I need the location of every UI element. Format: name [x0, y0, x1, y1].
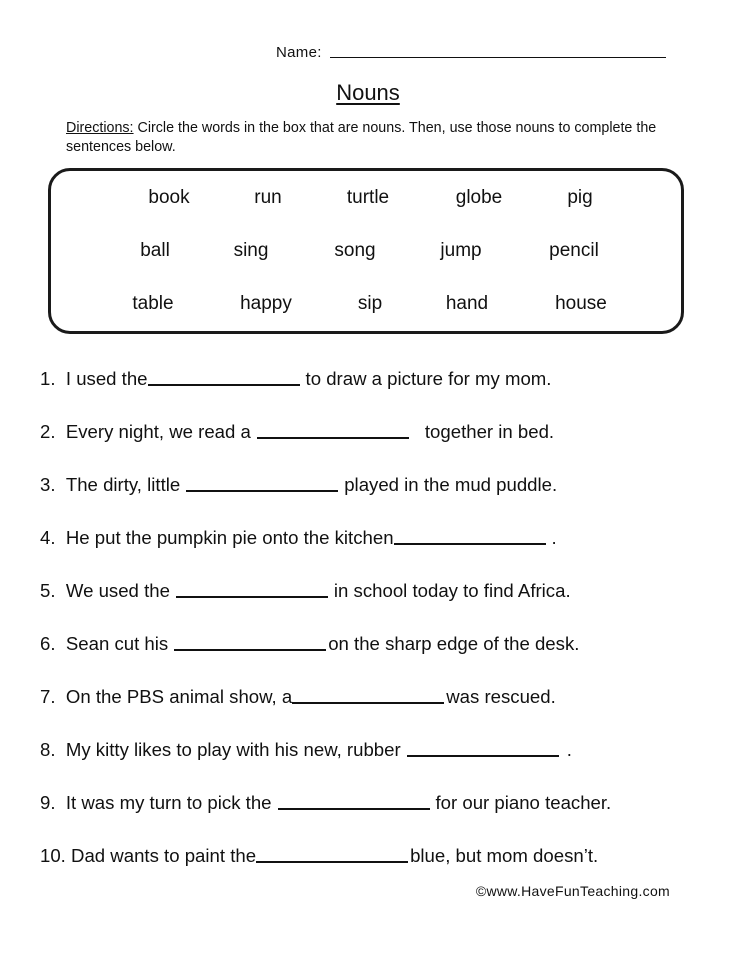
word-box [48, 168, 684, 334]
word-item[interactable]: pig [567, 187, 593, 208]
sentence-number: 4. [40, 527, 56, 548]
sentence-number: 6. [40, 633, 56, 654]
sentence-number: 10. [40, 845, 66, 866]
sentence-2 [40, 421, 554, 443]
sentence-5 [40, 580, 571, 602]
answer-blank[interactable] [292, 702, 444, 704]
word-item[interactable]: happy [240, 293, 292, 314]
sentence-before: Every night, we read a [65, 421, 251, 442]
sentence-number: 5. [40, 580, 56, 601]
sentence-before: The dirty, little [65, 474, 181, 495]
word-item[interactable]: book [148, 187, 190, 208]
answer-blank[interactable] [176, 596, 328, 598]
sentence-1 [40, 368, 551, 390]
word-item[interactable]: ball [140, 240, 170, 261]
sentence-after: on the sharp edge of the desk. [328, 633, 580, 654]
sentence-before: On the PBS animal show, a [65, 686, 293, 707]
word-item[interactable]: run [254, 187, 282, 208]
sentence-after: in school today to find Africa. [333, 580, 571, 601]
answer-blank[interactable] [174, 649, 326, 651]
sentence-after: blue, but mom doesn’t. [410, 845, 599, 866]
sentence-number: 1. [40, 368, 56, 389]
sentence-after: together in bed. [424, 421, 555, 442]
word-item[interactable]: song [334, 240, 376, 261]
page-title: Nouns [336, 80, 400, 105]
sentence-number: 8. [40, 739, 56, 760]
word-item[interactable]: globe [455, 187, 503, 208]
word-item[interactable]: sing [233, 240, 269, 261]
name-label: Name: [276, 44, 322, 61]
sentence-number: 7. [40, 686, 56, 707]
sentence-before: He put the pumpkin pie onto the kitchen [65, 527, 394, 548]
sentence-7 [40, 686, 556, 708]
sentence-after: . [551, 527, 557, 548]
name-field-row [276, 44, 666, 61]
sentence-after: for our piano teacher. [435, 792, 612, 813]
sentence-number: 3. [40, 474, 56, 495]
copyright-footer: ©www.HaveFunTeaching.com [475, 883, 670, 899]
sentence-before: Sean cut his [65, 633, 169, 654]
word-item[interactable]: sip [357, 293, 383, 314]
answer-blank[interactable] [407, 755, 559, 757]
sentence-after: . [566, 739, 572, 760]
sentence-before: My kitty likes to play with his new, rubber [65, 739, 401, 760]
sentence-before: It was my turn to pick the [65, 792, 272, 813]
sentence-before: Dad wants to paint the [71, 845, 257, 866]
word-item[interactable]: pencil [549, 240, 599, 261]
sentence-10 [40, 845, 598, 867]
word-item[interactable]: table [132, 293, 174, 314]
word-item[interactable]: turtle [346, 187, 390, 208]
directions [66, 119, 686, 157]
sentence-after: was rescued. [446, 686, 556, 707]
sentence-before: We used the [65, 580, 170, 601]
sentence-6 [40, 633, 579, 655]
sentence-after: played in the mud puddle. [344, 474, 558, 495]
directions-label: Directions: [66, 120, 134, 136]
sentence-9 [40, 792, 611, 814]
word-item[interactable]: house [555, 293, 607, 314]
word-item[interactable]: jump [440, 240, 482, 261]
sentence-4 [40, 527, 557, 549]
word-item[interactable]: hand [445, 293, 489, 314]
sentence-after: to draw a picture for my mom. [305, 368, 552, 389]
directions-text: Circle the words in the box that are nouns. Then, use those nouns to complete the sentences below. [66, 120, 657, 155]
answer-blank[interactable] [394, 543, 546, 545]
answer-blank[interactable] [278, 808, 430, 810]
sentence-8 [40, 739, 572, 761]
answer-blank[interactable] [186, 490, 338, 492]
name-line[interactable] [330, 57, 666, 58]
sentence-number: 9. [40, 792, 56, 813]
sentence-before: I used the [65, 368, 148, 389]
sentence-number: 2. [40, 421, 56, 442]
sentence-3 [40, 474, 557, 496]
answer-blank[interactable] [257, 437, 409, 439]
answer-blank[interactable] [256, 861, 408, 863]
answer-blank[interactable] [148, 384, 300, 386]
